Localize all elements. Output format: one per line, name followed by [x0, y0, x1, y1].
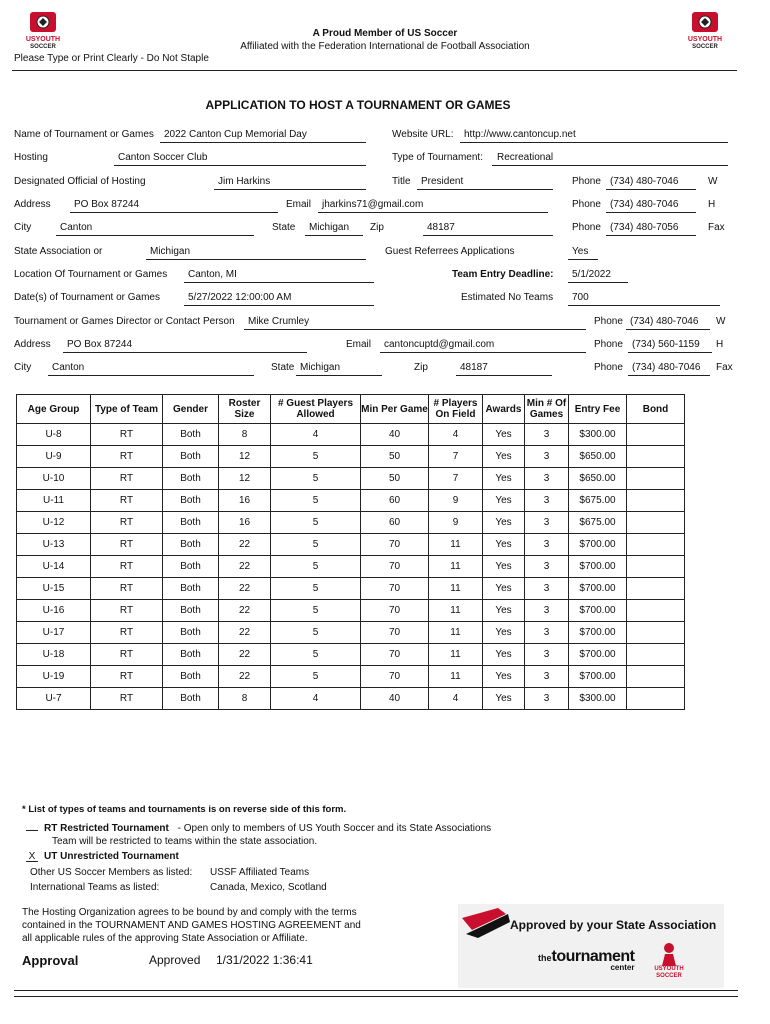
dphone1-label: Phone: [594, 316, 623, 327]
title-value[interactable]: President: [421, 176, 464, 187]
table-cell[interactable]: 50: [361, 468, 429, 490]
table-cell[interactable]: RT: [91, 688, 163, 710]
table-cell[interactable]: 40: [361, 688, 429, 710]
table-cell[interactable]: Both: [163, 490, 219, 512]
dphone3-label: Phone: [594, 362, 623, 373]
table-cell[interactable]: 70: [361, 534, 429, 556]
table-header-cell: Min Per Game: [361, 395, 429, 424]
table-cell[interactable]: $650.00: [569, 468, 627, 490]
dates-underline: [184, 305, 374, 306]
table-row: [17, 666, 685, 688]
table-cell[interactable]: 22: [219, 666, 271, 688]
table-cell[interactable]: 70: [361, 622, 429, 644]
address-label: Address: [14, 199, 51, 210]
svg-text:SOCCER: SOCCER: [30, 44, 56, 50]
table-cell[interactable]: $650.00: [569, 446, 627, 468]
table-cell[interactable]: $700.00: [569, 600, 627, 622]
table-cell[interactable]: RT: [91, 490, 163, 512]
website-value[interactable]: http://www.cantoncup.net: [464, 129, 576, 140]
table-cell[interactable]: 9: [429, 512, 483, 534]
table-cell[interactable]: 11: [429, 556, 483, 578]
table-cell[interactable]: 3: [525, 666, 569, 688]
guest-ref-value[interactable]: Yes: [572, 246, 589, 257]
table-cell[interactable]: 3: [525, 512, 569, 534]
table-cell[interactable]: Both: [163, 468, 219, 490]
page-title: APPLICATION TO HOST A TOURNAMENT OR GAMES: [205, 98, 511, 112]
table-cell[interactable]: Yes: [483, 622, 525, 644]
phone1-underline: [606, 189, 696, 190]
table-row: [17, 534, 685, 556]
table-header-cell: Min # Of Games: [525, 395, 569, 424]
approval-label: Approval: [22, 953, 79, 968]
table-cell[interactable]: Both: [163, 578, 219, 600]
table-cell[interactable]: 22: [219, 578, 271, 600]
table-header-cell: # Players On Field: [429, 395, 483, 424]
table-cell[interactable]: 3: [525, 534, 569, 556]
rt-title: RT Restricted Tournament: [44, 823, 169, 834]
table-header-cell: Type of Team: [91, 395, 163, 424]
approval-date: 1/31/2022 1:36:41: [216, 953, 313, 967]
rt-desc: - Open only to members of US Youth Soccer and its State Associations: [177, 823, 492, 834]
table-cell[interactable]: 3: [525, 688, 569, 710]
table-cell[interactable]: Both: [163, 688, 219, 710]
table-cell[interactable]: Both: [163, 600, 219, 622]
table-cell[interactable]: Yes: [483, 512, 525, 534]
us-youth-soccer-badge-logo: USYOUTH SOCCER: [654, 940, 684, 980]
svg-text:USYOUTH: USYOUTH: [25, 36, 61, 43]
dphone1-suffix: W: [716, 316, 726, 327]
table-cell[interactable]: 7: [429, 468, 483, 490]
table-cell[interactable]: U-11: [17, 490, 91, 512]
city-underline: [56, 235, 254, 236]
dphone2-underline: [628, 352, 712, 353]
address-value[interactable]: PO Box 87244: [74, 199, 140, 210]
other-value: USSF Affiliated Teams: [210, 867, 310, 878]
table-cell[interactable]: 5: [271, 534, 361, 556]
table-cell[interactable]: 70: [361, 600, 429, 622]
tc-logo-center: center: [610, 963, 635, 972]
ut-title: UT Unrestricted Tournament: [44, 851, 179, 862]
phone3-value[interactable]: (734) 480-7056: [610, 222, 679, 233]
table-cell[interactable]: U-19: [17, 666, 91, 688]
phone1-suffix: W: [708, 176, 718, 187]
table-cell[interactable]: [627, 446, 685, 468]
table-cell[interactable]: 60: [361, 490, 429, 512]
table-cell[interactable]: 22: [219, 644, 271, 666]
table-cell[interactable]: 16: [219, 490, 271, 512]
name-label: Name of Tournament or Games: [14, 129, 154, 140]
table-cell[interactable]: 4: [429, 424, 483, 446]
table-cell[interactable]: 5: [271, 622, 361, 644]
rt-desc2: Team will be restricted to teams within the state association.: [52, 836, 318, 847]
dstate-value[interactable]: Michigan: [300, 362, 341, 373]
state-value[interactable]: Michigan: [309, 222, 350, 233]
table-cell[interactable]: 8: [219, 688, 271, 710]
table-header-cell: Entry Fee: [569, 395, 627, 424]
table-cell[interactable]: [627, 512, 685, 534]
table-cell[interactable]: 4: [429, 688, 483, 710]
table-cell[interactable]: 22: [219, 534, 271, 556]
table-cell[interactable]: 5: [271, 446, 361, 468]
name-value[interactable]: 2022 Canton Cup Memorial Day: [164, 129, 307, 140]
zip-underline: [423, 235, 553, 236]
zip-value[interactable]: 48187: [427, 222, 455, 233]
table-cell[interactable]: 5: [271, 512, 361, 534]
dstate-underline: [296, 375, 382, 376]
affiliated-text: Affiliated with the Federation International de Football Association: [240, 41, 530, 52]
table-cell[interactable]: 3: [525, 644, 569, 666]
table-cell[interactable]: 70: [361, 556, 429, 578]
table-cell[interactable]: Both: [163, 666, 219, 688]
dphone1-value[interactable]: (734) 480-7046: [630, 316, 699, 327]
dphone3-value[interactable]: (734) 480-7046: [632, 362, 701, 373]
deadline-value[interactable]: 5/1/2022: [572, 269, 611, 280]
location-label: Location Of Tournament or Games: [14, 269, 168, 280]
table-row: [17, 468, 685, 490]
email-underline: [318, 212, 548, 213]
approval-value: Approved: [149, 953, 201, 967]
dphone2-suffix: H: [716, 339, 724, 350]
table-cell[interactable]: [627, 424, 685, 446]
table-cell[interactable]: 3: [525, 600, 569, 622]
table-cell[interactable]: U-13: [17, 534, 91, 556]
table-row: [17, 578, 685, 600]
table-row: [17, 512, 685, 534]
table-cell[interactable]: 4: [271, 424, 361, 446]
table-cell[interactable]: 8: [219, 424, 271, 446]
table-cell[interactable]: [627, 666, 685, 688]
table-cell[interactable]: 22: [219, 622, 271, 644]
table-cell[interactable]: 3: [525, 446, 569, 468]
table-cell[interactable]: 11: [429, 534, 483, 556]
approved-badge: [458, 904, 724, 988]
table-cell[interactable]: Yes: [483, 424, 525, 446]
dstate-label: State: [271, 362, 295, 373]
table-cell[interactable]: Both: [163, 534, 219, 556]
table-row: [17, 424, 685, 446]
table-cell[interactable]: 11: [429, 578, 483, 600]
phone1-value[interactable]: (734) 480-7046: [610, 176, 679, 187]
hosting-label: Hosting: [14, 152, 48, 163]
deadline-label: Team Entry Deadline:: [452, 269, 554, 280]
est-teams-underline: [568, 305, 720, 306]
table-header-row: [17, 395, 685, 424]
table-cell[interactable]: Yes: [483, 446, 525, 468]
title-underline: [417, 189, 553, 190]
table-cell[interactable]: 5: [271, 490, 361, 512]
table-cell[interactable]: Both: [163, 512, 219, 534]
dphone1-underline: [626, 329, 710, 330]
table-cell[interactable]: Both: [163, 622, 219, 644]
table-header-cell: Awards: [483, 395, 525, 424]
table-cell[interactable]: 60: [361, 512, 429, 534]
phone3-label: Phone: [572, 222, 601, 233]
table-cell[interactable]: 12: [219, 468, 271, 490]
dzip-label: Zip: [414, 362, 428, 373]
state-assoc-underline: [146, 259, 366, 260]
table-cell[interactable]: 11: [429, 666, 483, 688]
dates-label: Date(s) of Tournament or Games: [14, 292, 160, 303]
table-cell[interactable]: RT: [91, 424, 163, 446]
dphone2-label: Phone: [594, 339, 623, 350]
table-cell[interactable]: U-18: [17, 644, 91, 666]
hosting-value[interactable]: Canton Soccer Club: [118, 152, 208, 163]
table-row: [17, 556, 685, 578]
table-cell[interactable]: 11: [429, 622, 483, 644]
state-assoc-value[interactable]: Michigan: [150, 246, 191, 257]
table-cell[interactable]: U-16: [17, 600, 91, 622]
email-label: Email: [286, 199, 312, 210]
table-cell[interactable]: 5: [271, 600, 361, 622]
table-cell[interactable]: RT: [91, 512, 163, 534]
table-cell[interactable]: $300.00: [569, 424, 627, 446]
table-cell[interactable]: 3: [525, 622, 569, 644]
svg-text:SOCCER: SOCCER: [692, 44, 718, 50]
table-cell[interactable]: [627, 644, 685, 666]
official-underline: [214, 189, 366, 190]
table-cell[interactable]: Yes: [483, 556, 525, 578]
proud-member-text: A Proud Member of US Soccer: [312, 28, 458, 39]
table-cell[interactable]: 3: [525, 424, 569, 446]
location-value[interactable]: Canton, MI: [188, 269, 237, 280]
table-row: [17, 622, 685, 644]
table-cell[interactable]: 3: [525, 556, 569, 578]
city-label: City: [14, 222, 32, 233]
instructions-text: Please Type or Print Clearly - Do Not Staple: [14, 53, 209, 64]
agreement-text: The Hosting Organization agrees to be bound by and comply with the terms contained in the TOURNAMENT AND GAMES HOSTING AGREEMENT and all applicable rules of the approving State Association or Affiliate.: [22, 907, 361, 944]
table-cell[interactable]: U-10: [17, 468, 91, 490]
table-cell[interactable]: [627, 578, 685, 600]
table-cell[interactable]: 9: [429, 490, 483, 512]
table-cell[interactable]: 3: [525, 490, 569, 512]
phone2-suffix: H: [708, 199, 716, 210]
phone3-underline: [606, 235, 696, 236]
table-cell[interactable]: RT: [91, 534, 163, 556]
table-cell[interactable]: RT: [91, 600, 163, 622]
dcity-label: City: [14, 362, 32, 373]
dphone3-underline: [628, 375, 710, 376]
phone2-value[interactable]: (734) 480-7046: [610, 199, 679, 210]
dphone2-value[interactable]: (734) 560-1159: [632, 339, 700, 350]
table-cell[interactable]: [627, 600, 685, 622]
table-row: [17, 490, 685, 512]
ut-row: [26, 851, 179, 862]
name-underline: [160, 142, 366, 143]
official-value[interactable]: Jim Harkins: [218, 176, 271, 187]
table-cell[interactable]: $700.00: [569, 578, 627, 600]
table-cell[interactable]: RT: [91, 622, 163, 644]
table-cell[interactable]: Yes: [483, 688, 525, 710]
guest-ref-label: Guest Referrees Applications: [385, 246, 515, 257]
table-cell[interactable]: Yes: [483, 578, 525, 600]
director-underline: [244, 329, 586, 330]
dates-value[interactable]: 5/27/2022 12:00:00 AM: [188, 292, 292, 303]
table-cell[interactable]: Yes: [483, 468, 525, 490]
table-cell[interactable]: Yes: [483, 534, 525, 556]
table-cell[interactable]: [627, 688, 685, 710]
table-cell[interactable]: [627, 622, 685, 644]
table-cell[interactable]: $675.00: [569, 490, 627, 512]
type-underline: [492, 165, 728, 166]
email-value[interactable]: jharkins71@gmail.com: [322, 199, 424, 210]
other-label: Other US Soccer Members as listed:: [30, 867, 193, 878]
state-assoc-label: State Association or: [14, 246, 103, 257]
table-cell[interactable]: 5: [271, 644, 361, 666]
demail-underline: [380, 352, 586, 353]
table-cell[interactable]: 7: [429, 446, 483, 468]
table-cell[interactable]: Yes: [483, 490, 525, 512]
table-cell[interactable]: $700.00: [569, 644, 627, 666]
daddress-label: Address: [14, 339, 51, 350]
table-cell[interactable]: U-15: [17, 578, 91, 600]
table-cell[interactable]: RT: [91, 468, 163, 490]
table-cell[interactable]: Yes: [483, 666, 525, 688]
table-cell[interactable]: $300.00: [569, 688, 627, 710]
table-cell[interactable]: Both: [163, 644, 219, 666]
table-row: [17, 600, 685, 622]
intl-label: International Teams as listed:: [30, 882, 160, 893]
director-value[interactable]: Mike Crumley: [248, 316, 310, 327]
address-underline: [70, 212, 278, 213]
table-header-cell: Roster Size: [219, 395, 271, 424]
est-teams-value[interactable]: 700: [572, 292, 589, 303]
table-cell[interactable]: [627, 468, 685, 490]
table-cell[interactable]: U-17: [17, 622, 91, 644]
header-rule: [12, 70, 737, 71]
table-header-cell: Gender: [163, 395, 219, 424]
table-row: [17, 644, 685, 666]
table-body: [17, 424, 685, 710]
type-value[interactable]: Recreational: [497, 152, 554, 163]
table-cell[interactable]: [627, 534, 685, 556]
list-note: * List of types of teams and tournaments is on reverse side of this form.: [22, 804, 347, 815]
dcity-value[interactable]: Canton: [52, 362, 85, 373]
intl-value: Canada, Mexico, Scotland: [210, 882, 327, 893]
table-cell[interactable]: Yes: [483, 644, 525, 666]
type-label: Type of Tournament:: [392, 152, 483, 163]
table-cell[interactable]: $700.00: [569, 556, 627, 578]
table-row: [17, 446, 685, 468]
table-cell[interactable]: 5: [271, 556, 361, 578]
website-underline: [460, 142, 728, 143]
table-cell[interactable]: $700.00: [569, 622, 627, 644]
state-underline: [305, 235, 363, 236]
table-cell[interactable]: Both: [163, 556, 219, 578]
table-cell[interactable]: 5: [271, 578, 361, 600]
dcity-underline: [48, 375, 254, 376]
table-cell[interactable]: U-7: [17, 688, 91, 710]
demail-value[interactable]: cantoncuptd@gmail.com: [384, 339, 495, 350]
table-cell[interactable]: 40: [361, 424, 429, 446]
phone2-label: Phone: [572, 199, 601, 210]
phone2-underline: [606, 212, 696, 213]
daddress-value[interactable]: PO Box 87244: [67, 339, 133, 350]
daddress-underline: [63, 352, 307, 353]
state-label: State: [272, 222, 296, 233]
table-cell[interactable]: U-8: [17, 424, 91, 446]
dphone3-suffix: Fax: [716, 362, 733, 373]
teams-table: [16, 394, 685, 710]
table-cell[interactable]: 22: [219, 600, 271, 622]
table-cell[interactable]: $675.00: [569, 512, 627, 534]
city-value[interactable]: Canton: [60, 222, 93, 233]
table-cell[interactable]: $700.00: [569, 534, 627, 556]
ut-checkbox[interactable]: X: [26, 851, 38, 862]
table-cell[interactable]: RT: [91, 556, 163, 578]
table-cell[interactable]: 22: [219, 556, 271, 578]
title-label: Title: [392, 176, 411, 187]
table-cell[interactable]: 5: [271, 468, 361, 490]
table-cell[interactable]: RT: [91, 446, 163, 468]
table-cell[interactable]: 11: [429, 600, 483, 622]
demail-label: Email: [346, 339, 372, 350]
table-cell[interactable]: [627, 556, 685, 578]
director-label: Tournament or Games Director or Contact Person: [14, 316, 235, 327]
rt-checkbox[interactable]: [26, 820, 38, 831]
badge-text: Approved by your State Association: [510, 918, 717, 932]
deadline-underline: [568, 282, 628, 283]
table-cell[interactable]: U-14: [17, 556, 91, 578]
table-cell[interactable]: Both: [163, 424, 219, 446]
dzip-value[interactable]: 48187: [460, 362, 488, 373]
hosting-underline: [114, 165, 366, 166]
website-label: Website URL:: [392, 129, 454, 140]
footer-rule-1: [14, 990, 738, 991]
guest-ref-underline: [568, 259, 598, 260]
location-underline: [184, 282, 374, 283]
table-cell[interactable]: 70: [361, 578, 429, 600]
table-cell[interactable]: 5: [271, 666, 361, 688]
svg-text:USYOUTH: USYOUTH: [687, 36, 723, 43]
dzip-underline: [456, 375, 552, 376]
table-cell[interactable]: 70: [361, 644, 429, 666]
table-cell[interactable]: RT: [91, 666, 163, 688]
tc-logo-the: the: [538, 953, 552, 963]
tournament-center-logo: [538, 948, 635, 972]
table-cell[interactable]: 16: [219, 512, 271, 534]
table-cell[interactable]: 3: [525, 578, 569, 600]
table-cell[interactable]: Both: [163, 446, 219, 468]
table-cell[interactable]: 70: [361, 666, 429, 688]
table-header-cell: # Guest Players Allowed: [271, 395, 361, 424]
table-cell[interactable]: [627, 490, 685, 512]
table-cell[interactable]: 11: [429, 644, 483, 666]
est-teams-label: Estimated No Teams: [461, 292, 554, 303]
tc-logo-tournament: tournament: [551, 948, 635, 965]
phone1-label: Phone: [572, 176, 601, 187]
table-header-cell: Bond: [627, 395, 685, 424]
rt-row: [26, 820, 491, 834]
table-cell[interactable]: RT: [91, 644, 163, 666]
table-row: [17, 688, 685, 710]
zip-label: Zip: [370, 222, 384, 233]
table-cell[interactable]: 50: [361, 446, 429, 468]
table-cell[interactable]: RT: [91, 578, 163, 600]
table-cell[interactable]: $700.00: [569, 666, 627, 688]
table-cell[interactable]: U-12: [17, 512, 91, 534]
table-cell[interactable]: 3: [525, 468, 569, 490]
table-cell[interactable]: 4: [271, 688, 361, 710]
table-header-cell: Age Group: [17, 395, 91, 424]
footer-rule-2: [14, 996, 738, 997]
table-cell[interactable]: 12: [219, 446, 271, 468]
official-label: Designated Official of Hosting: [14, 176, 146, 187]
phone3-suffix: Fax: [708, 222, 725, 233]
table-cell[interactable]: Yes: [483, 600, 525, 622]
table-cell[interactable]: U-9: [17, 446, 91, 468]
